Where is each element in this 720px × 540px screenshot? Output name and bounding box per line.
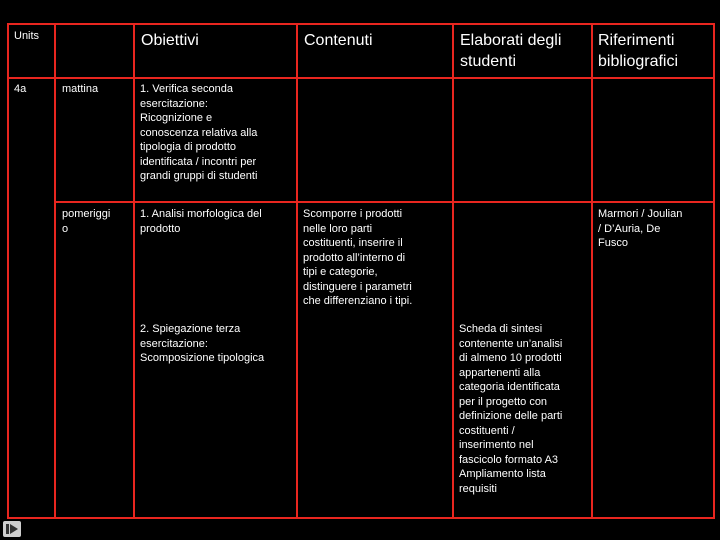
header-riferimenti: Riferimenti bibliografici xyxy=(598,32,679,70)
header-obiettivi: Obiettivi xyxy=(141,32,199,49)
header-contenuti: Contenuti xyxy=(304,32,373,49)
row-mattina-obiettivi: 1. Verifica seconda esercitazione: Ricognizione e conoscenza relativa alla tipologia di prodotto identificata / incontri per grandi gruppi di studenti xyxy=(140,83,258,182)
row-pomeriggio-obiettivi-2: 2. Spiegazione terza esercitazione: Scomposizione tipologica xyxy=(140,323,265,364)
row-pomeriggio-contenuti: Scomporre i prodotti nelle loro parti costituenti, inserire il prodotto all’interno di tipi e categorie, distinguere i parametri che differenziano i tipi. xyxy=(303,208,413,307)
row-pomeriggio-elaborati: Scheda di sintesi contenente un’analisi di almeno 10 prodotti appartenenti alla categoria identificata per il progetto con definizione delle parti costituenti / inserimento nel fascicolo formato A3 Ampliamento lista requisiti xyxy=(459,323,563,495)
row-unit-label: 4a xyxy=(14,83,27,95)
row-time-mattina: mattina xyxy=(62,83,99,95)
row-pomeriggio-obiettivi-1: 1. Analisi morfologica del prodotto xyxy=(140,208,262,235)
header-units: Units xyxy=(14,30,40,42)
header-elaborati: Elaborati degli studenti xyxy=(460,32,562,70)
row-time-pomeriggio: pomeriggi o xyxy=(62,208,111,235)
row-pomeriggio-riferimenti: Marmori / Joulian / D’Auria, De Fusco xyxy=(598,208,683,249)
slide-nav-icon[interactable] xyxy=(3,521,21,537)
